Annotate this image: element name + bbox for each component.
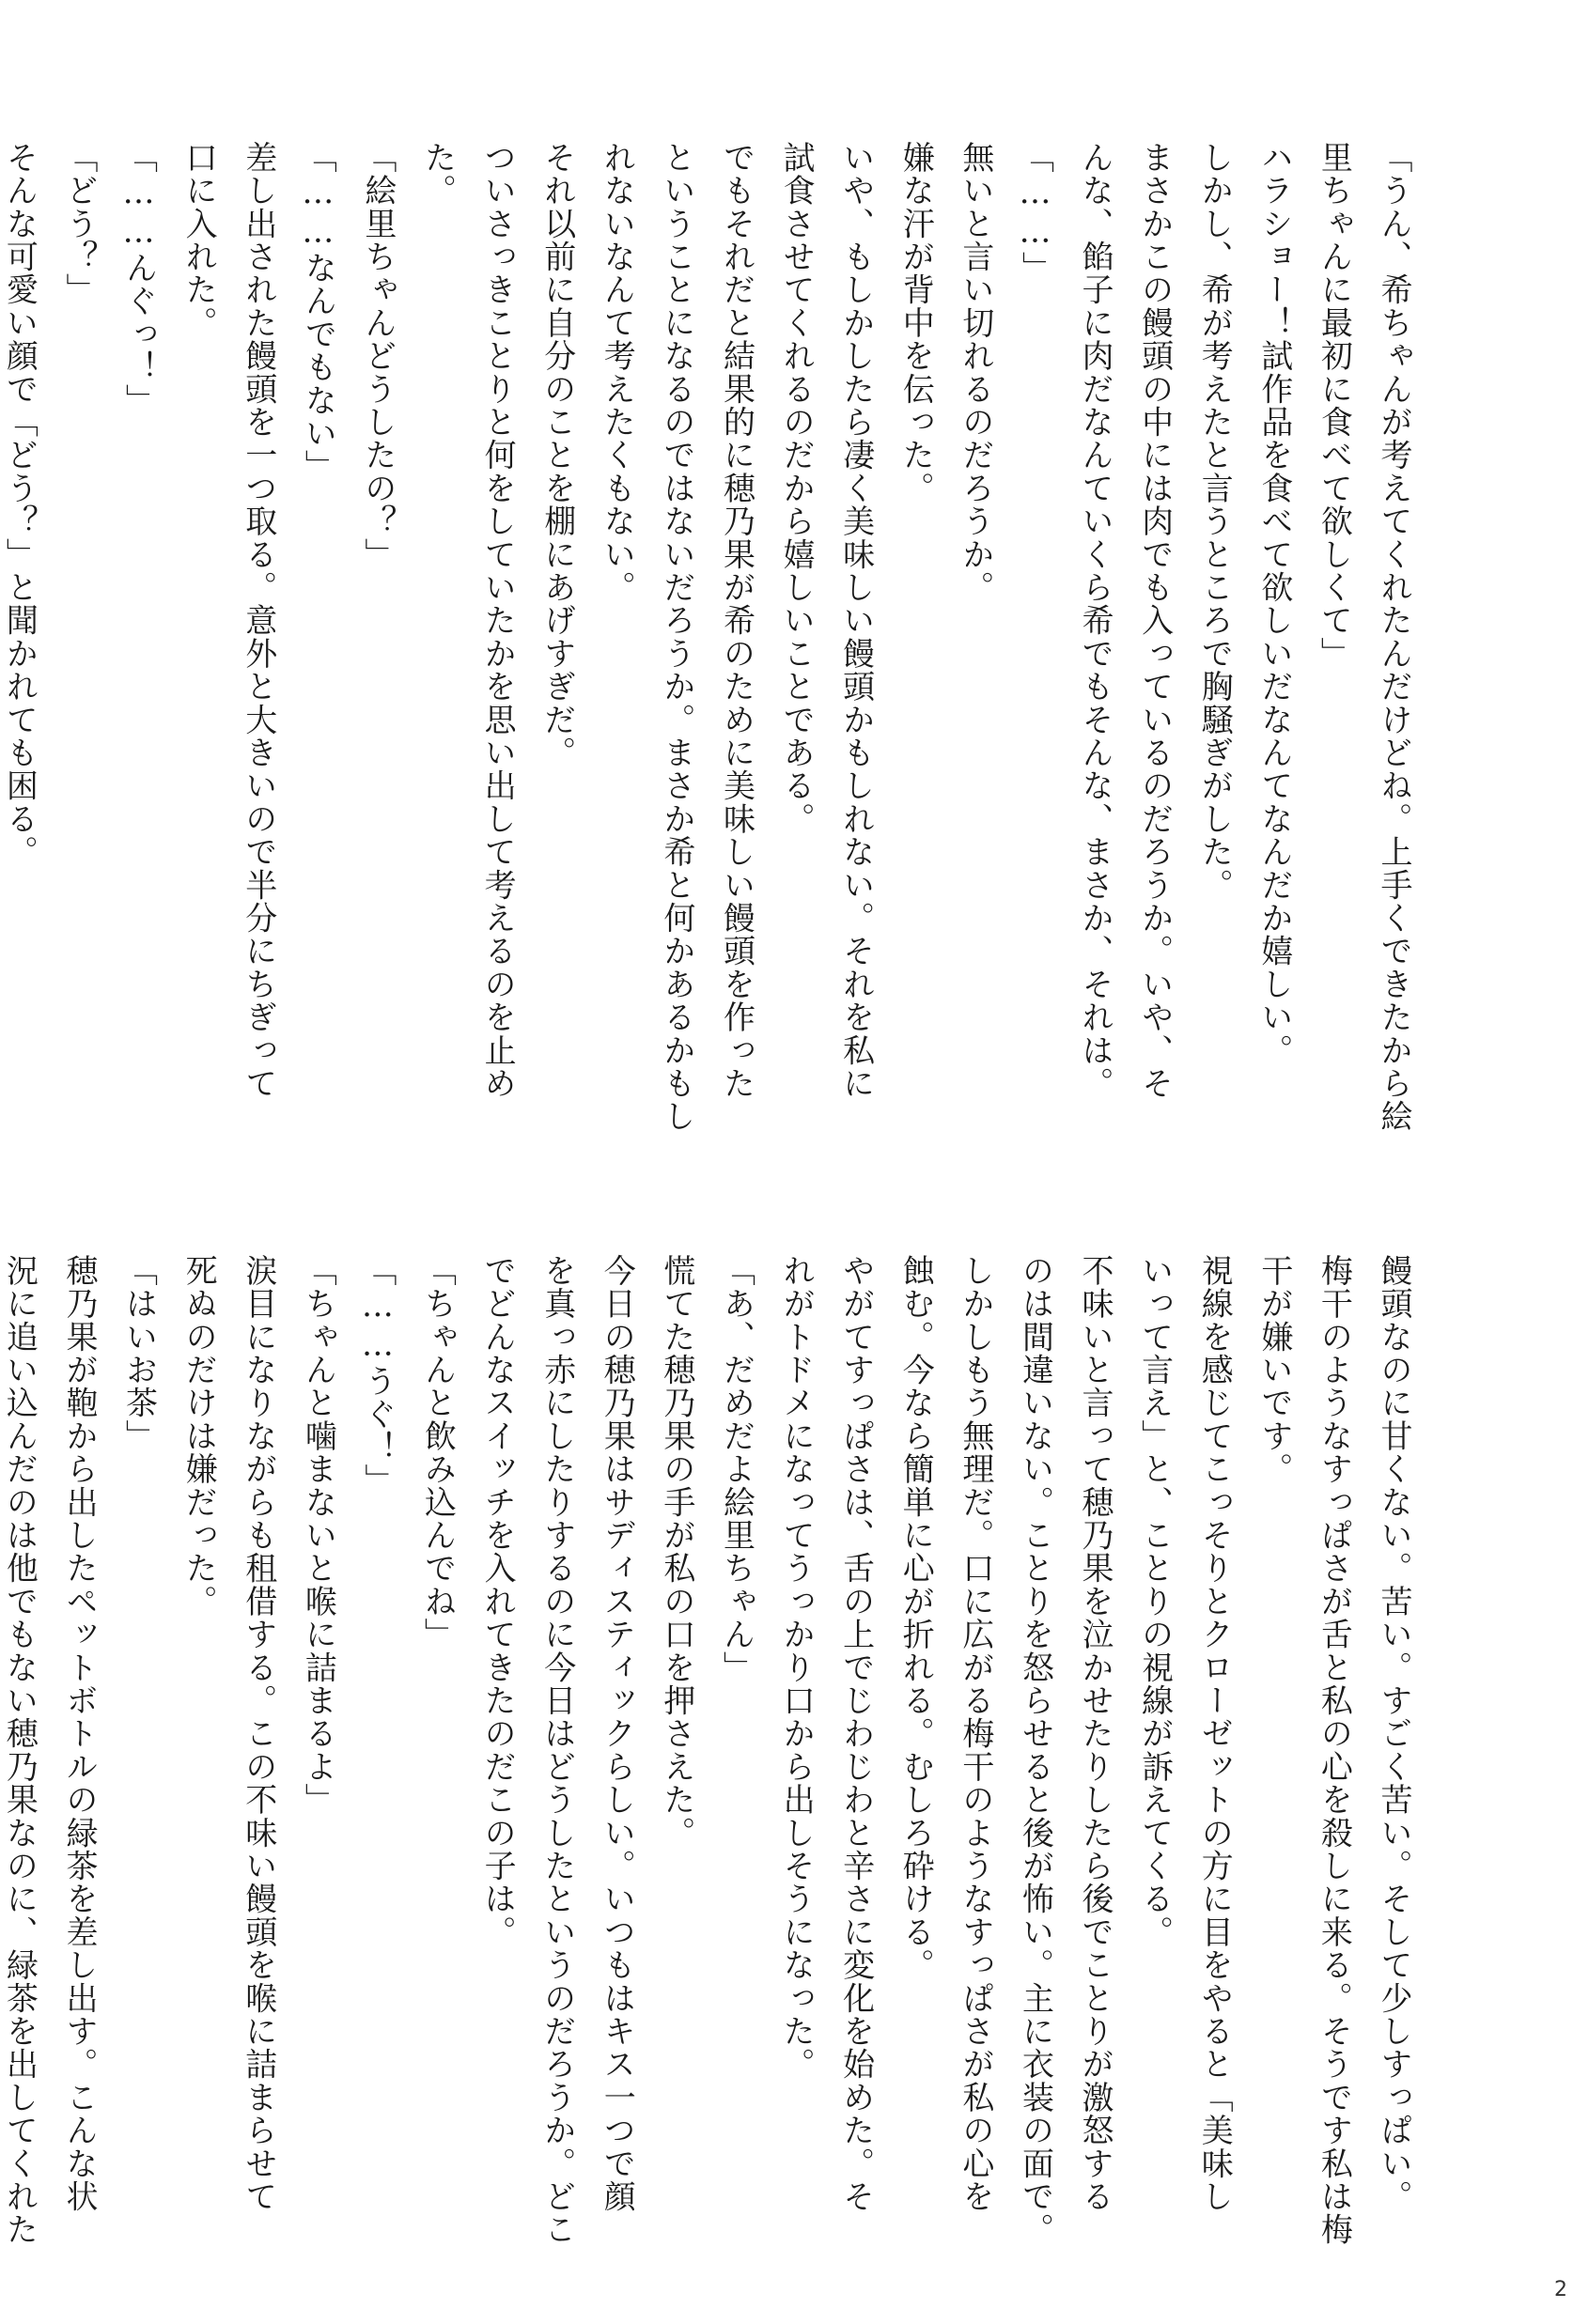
- text-line: を真っ赤にしたりするのに今日はどうしたというのだろうか。どこ: [537, 1254, 576, 2246]
- text-line: いや、もしかしたら凄く美味しい饅頭かもしれない。それを私に: [836, 141, 875, 1100]
- text-line: まさかこの饅頭の中には肉でも入っているのだろうか。いや、そ: [1135, 141, 1174, 1100]
- text-line: 「ちゃんと飲み込んでね」: [418, 1254, 457, 1651]
- text-line: 「ちゃんと噛まないと喉に詰まるよ」: [299, 1254, 337, 1817]
- text-line: でどんなスイッチを入れてきたのだこの子は。: [478, 1254, 517, 1949]
- text-line: しかし、希が考えたと言うところで胸騒ぎがした。: [1195, 141, 1234, 902]
- text-line: 視線を感じてこっそりとクローゼットの方に目をやると「美味し: [1195, 1254, 1234, 2213]
- text-line: 「絵里ちゃんどうしたの？」: [358, 141, 397, 571]
- text-line: 慌てた穂乃果の手が私の口を押さえた。: [657, 1254, 695, 1850]
- text-line: 「……」: [1016, 141, 1054, 285]
- text-line: ついさっきことりと何をしていたかを思い出して考えるのを止め: [478, 141, 517, 1100]
- text-line: のは間違いない。ことりを怒らせると後が怖い。主に衣装の面で。: [1016, 1254, 1054, 2247]
- text-line: 試食させてくれるのだから嬉しいことである。: [777, 141, 816, 836]
- upper-text-block: [0, 141, 1423, 1155]
- text-line: いって言え」と、ことりの視線が訴えてくる。: [1135, 1254, 1174, 1949]
- text-line: 「……うぐ！」: [358, 1254, 397, 1497]
- text-line: 里ちゃんに最初に食べて欲しくて」: [1315, 141, 1353, 671]
- text-line: 「あ、だめだよ絵里ちゃん」: [717, 1254, 755, 1684]
- text-line: 死ぬのだけは嫌だった。: [179, 1254, 218, 1619]
- text-line: 蝕む。今なら簡単に心が折れる。むしろ砕ける。: [896, 1254, 935, 1982]
- text-line: しかしもう無理だ。口に広がる梅干のようなすっぱさが私の心を: [956, 1254, 994, 2213]
- text-line: 差し出された饅頭を一つ取る。意外と大きいので半分にちぎって: [239, 141, 277, 1100]
- text-line: そんな可愛い顔で「どう？」と聞かれても困る。: [0, 141, 39, 869]
- text-line: 梅干のようなすっぱさが舌と私の心を殺しに来る。そうです私は梅: [1315, 1254, 1353, 2246]
- text-line: 穂乃果が鞄から出したペットボトルの緑茶を差し出す。こんな状: [59, 1254, 98, 2213]
- text-line: 涙目になりながらも租借する。この不味い饅頭を喉に詰まらせて: [239, 1254, 277, 2213]
- text-line: れないなんて考えたくもない。: [598, 141, 636, 604]
- text-line: 「はいお茶」: [119, 1254, 158, 1453]
- text-line: 干が嫌いです。: [1254, 1254, 1293, 1486]
- page-number: 2: [1554, 2278, 1567, 2301]
- text-line: ハラショー！試作品を食べて欲しいだなんてなんだか嬉しい。: [1254, 141, 1293, 1067]
- text-line: んな、餡子に肉だなんていくら希でもそんな、まさか、それは。: [1076, 141, 1114, 1100]
- text-line: 不味いと言って穂乃果を泣かせたりしたら後でことりが激怒する: [1076, 1254, 1114, 2213]
- text-line: た。: [418, 141, 457, 208]
- text-line: 饅頭なのに甘くない。苦い。すごく苦い。そして少しすっぱい。: [1375, 1254, 1412, 2213]
- text-line: 「どう？」: [59, 141, 98, 306]
- text-line: ということになるのではないだろうか。まさか希と何かあるかもし: [657, 141, 695, 1133]
- text-line: 嫌な汗が背中を伝った。: [896, 141, 935, 505]
- text-line: それ以前に自分のことを棚にあげすぎだ。: [537, 141, 576, 769]
- text-line: 「……なんでもない」: [299, 141, 337, 483]
- text-line: 今日の穂乃果はサディスティックらしい。いつもはキス一つで顔: [598, 1254, 636, 2213]
- text-line: 口に入れた。: [179, 141, 218, 340]
- text-line: 「……んぐっ！」: [119, 141, 158, 417]
- lower-text-block: [0, 1254, 1423, 2250]
- text-line: 無いと言い切れるのだろうか。: [956, 141, 994, 604]
- text-line: やがてすっぱさは、舌の上でじわじわと辛さに変化を始めた。そ: [836, 1254, 875, 2213]
- text-line: でもそれだと結果的に穂乃果が希のために美味しい饅頭を作った: [717, 141, 755, 1100]
- text-line: れがトドメになってうっかり口から出しそうになった。: [777, 1254, 816, 2081]
- text-line: 況に追い込んだのは他でもない穂乃果なのに、緑茶を出してくれた: [0, 1254, 39, 2246]
- text-line: 「うん、希ちゃんが考えてくれたんだけどね。上手くできたから絵: [1375, 141, 1412, 1133]
